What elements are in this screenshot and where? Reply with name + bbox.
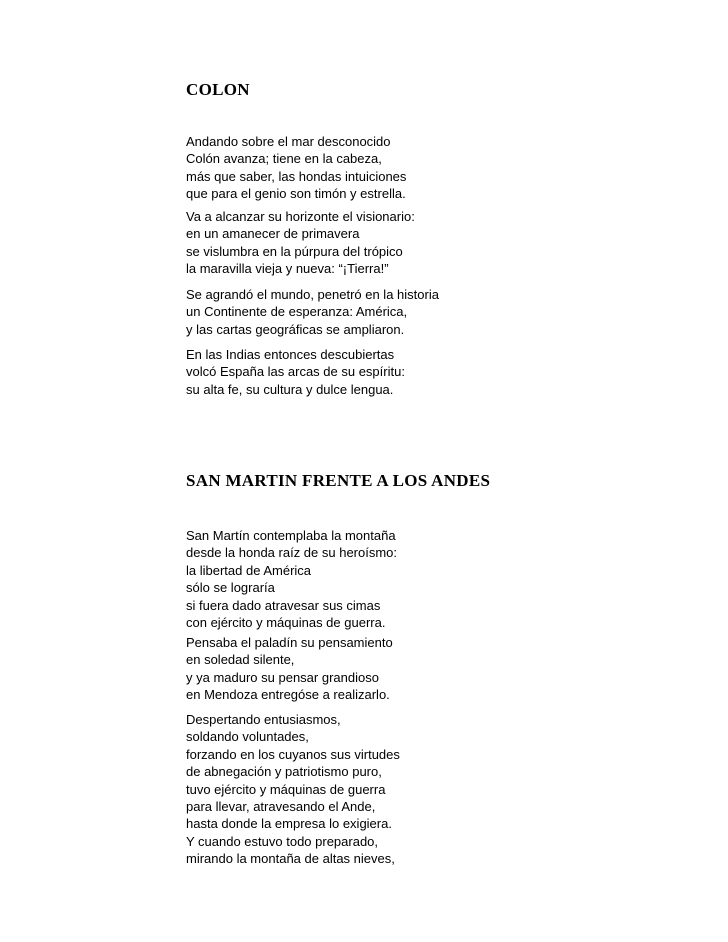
- poem-line: hasta donde la empresa lo exigiera.: [186, 816, 392, 832]
- san-martin-stanza-1: [186, 527, 397, 631]
- poem-line: en Mendoza entregóse a realizarlo.: [186, 687, 390, 703]
- colon-stanza-1: [186, 133, 406, 203]
- poem-line: que para el genio son timón y estrella.: [186, 186, 406, 202]
- poem-line: en soledad silente,: [186, 652, 295, 668]
- poem-line: tuvo ejército y máquinas de guerra: [186, 781, 386, 797]
- poem-line: volcó España las arcas de su espíritu:: [186, 364, 405, 380]
- poem-line: Se agrandó el mundo, penetró en la historia: [186, 287, 439, 302]
- poem-line: Andando sobre el mar desconocido: [186, 134, 391, 149]
- poem-line: para llevar, atravesando el Ande,: [186, 799, 376, 815]
- poem-line: Va a alcanzar su horizonte el visionario:: [186, 209, 415, 224]
- poem-line: se vislumbra en la púrpura del trópico: [186, 243, 403, 259]
- poem-line: la libertad de América: [186, 562, 312, 578]
- poem-line: si fuera dado atravesar sus cimas: [186, 597, 381, 613]
- poem-line: desde la honda raíz de su heroísmo:: [186, 545, 398, 561]
- colon-stanza-4: [186, 346, 405, 398]
- poem-line: la maravilla vieja y nueva: “¡Tierra!”: [186, 261, 389, 277]
- poem-line: su alta fe, su cultura y dulce lengua.: [186, 381, 394, 397]
- san-martin-stanza-3: [186, 711, 400, 868]
- poem-line: más que saber, las hondas intuiciones: [186, 168, 407, 184]
- poem-line: y las cartas geográficas se ampliaron.: [186, 321, 405, 337]
- poem-line: Pensaba el paladín su pensamiento: [186, 635, 393, 650]
- poem-line: y ya maduro su pensar grandioso: [186, 669, 379, 685]
- poem-line: un Continente de esperanza: América,: [186, 304, 408, 320]
- poem-title-san-martin: SAN MARTIN FRENTE A LOS ANDES: [186, 471, 491, 490]
- poem-line: soldando voluntades,: [186, 729, 309, 745]
- poem-line: Despertando entusiasmos,: [186, 712, 341, 727]
- poem-line: sólo se lograría: [186, 580, 275, 596]
- poem-line: de abnegación y patriotismo puro,: [186, 764, 382, 780]
- poem-line: en un amanecer de primavera: [186, 226, 360, 242]
- poem-title-colon: COLON: [186, 80, 250, 99]
- poem-line: con ejército y máquinas de guerra.: [186, 615, 386, 631]
- poem-line: En las Indias entonces descubiertas: [186, 347, 395, 362]
- poem-line: San Martín contemplaba la montaña: [186, 528, 396, 543]
- poem-line: mirando la montaña de altas nieves,: [186, 851, 395, 867]
- poem-line: Y cuando estuvo todo preparado,: [186, 833, 379, 849]
- colon-stanza-3: [186, 286, 439, 338]
- poem-line: forzando en los cuyanos sus virtudes: [186, 746, 400, 762]
- colon-stanza-2: [186, 208, 415, 278]
- san-martin-stanza-2: [186, 634, 393, 704]
- poem-line: Colón avanza; tiene en la cabeza,: [186, 151, 382, 167]
